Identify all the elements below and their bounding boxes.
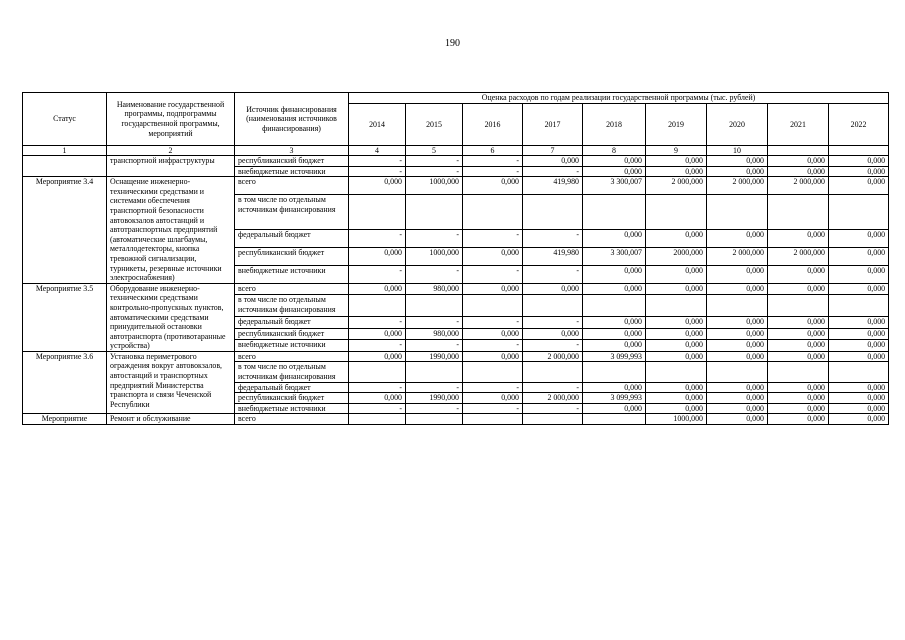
amount-cell: 0,000: [829, 317, 889, 329]
amount-cell: 0,000: [768, 393, 829, 404]
amount-cell: 0,000: [768, 382, 829, 393]
column-index: 2: [107, 146, 235, 156]
amount-cell: -: [463, 382, 523, 393]
amount-cell: -: [406, 166, 463, 177]
table-row: [23, 414, 889, 425]
amount-cell: [463, 414, 523, 425]
funding-source-cell: федеральный бюджет: [235, 382, 349, 393]
budget-table: [22, 92, 889, 425]
amount-cell: 0,000: [707, 393, 768, 404]
header-year: 2022: [829, 104, 889, 146]
amount-cell: [523, 295, 583, 317]
amount-cell: -: [463, 265, 523, 283]
amount-cell: -: [406, 382, 463, 393]
amount-cell: 0,000: [829, 247, 889, 265]
table-row: [23, 177, 889, 195]
amount-cell: 0,000: [349, 247, 406, 265]
amount-cell: 0,000: [829, 229, 889, 247]
amount-cell: [523, 195, 583, 229]
amount-cell: [768, 362, 829, 382]
amount-cell: -: [463, 340, 523, 352]
amount-cell: 1000,000: [406, 247, 463, 265]
amount-cell: [707, 295, 768, 317]
amount-cell: [523, 414, 583, 425]
amount-cell: -: [406, 340, 463, 352]
amount-cell: 1990,000: [406, 351, 463, 362]
amount-cell: [583, 414, 646, 425]
funding-source-cell: всего: [235, 283, 349, 295]
amount-cell: [349, 295, 406, 317]
amount-cell: 980,000: [406, 283, 463, 295]
amount-cell: [406, 362, 463, 382]
amount-cell: -: [349, 265, 406, 283]
amount-cell: 0,000: [349, 393, 406, 404]
amount-cell: -: [349, 403, 406, 414]
header-row: [23, 93, 889, 104]
amount-cell: 419,980: [523, 247, 583, 265]
amount-cell: 980,000: [406, 328, 463, 340]
amount-cell: [523, 362, 583, 382]
header-source: Источник финансирования (наименования источников финансирования): [235, 93, 349, 146]
header-year: 2021: [768, 104, 829, 146]
amount-cell: 0,000: [583, 317, 646, 329]
amount-cell: 0,000: [768, 403, 829, 414]
amount-cell: 0,000: [646, 229, 707, 247]
funding-source-cell: всего: [235, 414, 349, 425]
amount-cell: 3 099,993: [583, 393, 646, 404]
column-index-row: [23, 146, 889, 156]
amount-cell: 0,000: [829, 403, 889, 414]
funding-source-cell: всего: [235, 351, 349, 362]
amount-cell: 0,000: [768, 414, 829, 425]
amount-cell: 0,000: [523, 328, 583, 340]
amount-cell: 2 000,000: [707, 247, 768, 265]
funding-source-cell: республиканский бюджет: [235, 156, 349, 167]
amount-cell: [463, 362, 523, 382]
amount-cell: 0,000: [768, 265, 829, 283]
amount-cell: 2 000,000: [523, 351, 583, 362]
amount-cell: -: [523, 317, 583, 329]
column-index: 8: [583, 146, 646, 156]
funding-source-cell: внебюджетные источники: [235, 403, 349, 414]
amount-cell: 0,000: [583, 283, 646, 295]
amount-cell: 3 300,007: [583, 247, 646, 265]
amount-cell: 0,000: [463, 283, 523, 295]
funding-source-cell: всего: [235, 177, 349, 195]
amount-cell: [646, 195, 707, 229]
amount-cell: [707, 362, 768, 382]
amount-cell: -: [349, 317, 406, 329]
funding-source-cell: внебюджетные источники: [235, 340, 349, 352]
funding-source-cell: республиканский бюджет: [235, 247, 349, 265]
amount-cell: 0,000: [646, 393, 707, 404]
table-row: [23, 156, 889, 167]
amount-cell: -: [406, 229, 463, 247]
amount-cell: 0,000: [583, 229, 646, 247]
amount-cell: 0,000: [523, 283, 583, 295]
amount-cell: 0,000: [829, 382, 889, 393]
amount-cell: -: [523, 265, 583, 283]
header-year: 2020: [707, 104, 768, 146]
amount-cell: -: [349, 382, 406, 393]
column-index: 10: [707, 146, 768, 156]
column-index: 5: [406, 146, 463, 156]
amount-cell: 0,000: [646, 166, 707, 177]
amount-cell: 0,000: [829, 351, 889, 362]
amount-cell: 0,000: [829, 340, 889, 352]
column-index: 4: [349, 146, 406, 156]
header-estimate: Оценка расходов по годам реализации государственной программы (тыс. рублей): [349, 93, 889, 104]
header-year: 2016: [463, 104, 523, 146]
amount-cell: 0,000: [707, 403, 768, 414]
amount-cell: 0,000: [583, 156, 646, 167]
amount-cell: [583, 295, 646, 317]
amount-cell: 0,000: [463, 393, 523, 404]
amount-cell: 0,000: [707, 340, 768, 352]
column-index: [829, 146, 889, 156]
amount-cell: 2 000,000: [646, 177, 707, 195]
amount-cell: 0,000: [768, 328, 829, 340]
amount-cell: -: [523, 340, 583, 352]
amount-cell: [829, 295, 889, 317]
amount-cell: [707, 195, 768, 229]
amount-cell: [646, 362, 707, 382]
amount-cell: 0,000: [646, 265, 707, 283]
measure-name-cell: Оборудование инженерно-техническими средствами контрольно-пропускных пунктов, автоматическими средствами принудительной остановки автотранспорта (противотаранные устройства): [107, 283, 235, 351]
amount-cell: -: [463, 403, 523, 414]
amount-cell: -: [406, 317, 463, 329]
amount-cell: 0,000: [707, 328, 768, 340]
table-row: [23, 351, 889, 362]
amount-cell: 3 099,993: [583, 351, 646, 362]
amount-cell: [349, 195, 406, 229]
amount-cell: 1000,000: [646, 414, 707, 425]
amount-cell: [768, 295, 829, 317]
header-year: 2015: [406, 104, 463, 146]
amount-cell: [768, 195, 829, 229]
amount-cell: 2000,000: [646, 247, 707, 265]
amount-cell: -: [523, 403, 583, 414]
amount-cell: 0,000: [646, 351, 707, 362]
amount-cell: 2 000,000: [768, 177, 829, 195]
amount-cell: -: [523, 229, 583, 247]
status-cell: [23, 156, 107, 177]
amount-cell: 0,000: [768, 229, 829, 247]
amount-cell: [583, 195, 646, 229]
amount-cell: -: [463, 229, 523, 247]
amount-cell: 0,000: [646, 283, 707, 295]
amount-cell: 0,000: [707, 317, 768, 329]
page-number: 190: [445, 38, 460, 49]
amount-cell: 0,000: [583, 403, 646, 414]
funding-source-cell: в том числе по отдельным источникам финансирования: [235, 362, 349, 382]
amount-cell: 0,000: [829, 328, 889, 340]
funding-source-cell: внебюджетные источники: [235, 265, 349, 283]
amount-cell: 0,000: [768, 351, 829, 362]
table-row: [23, 283, 889, 295]
funding-source-cell: республиканский бюджет: [235, 393, 349, 404]
amount-cell: 0,000: [829, 393, 889, 404]
amount-cell: [583, 362, 646, 382]
column-index: 9: [646, 146, 707, 156]
amount-cell: 0,000: [349, 351, 406, 362]
amount-cell: 0,000: [768, 317, 829, 329]
status-cell: Мероприятие 3.5: [23, 283, 107, 351]
funding-source-cell: внебюджетные источники: [235, 166, 349, 177]
amount-cell: -: [523, 382, 583, 393]
column-index: [768, 146, 829, 156]
amount-cell: -: [523, 166, 583, 177]
status-cell: Мероприятие 3.6: [23, 351, 107, 414]
amount-cell: 0,000: [707, 166, 768, 177]
amount-cell: 0,000: [583, 340, 646, 352]
amount-cell: 0,000: [463, 328, 523, 340]
amount-cell: 1000,000: [406, 177, 463, 195]
amount-cell: 0,000: [829, 156, 889, 167]
amount-cell: 0,000: [707, 229, 768, 247]
funding-source-cell: федеральный бюджет: [235, 229, 349, 247]
amount-cell: [829, 195, 889, 229]
amount-cell: -: [349, 166, 406, 177]
amount-cell: [646, 295, 707, 317]
amount-cell: 0,000: [349, 177, 406, 195]
amount-cell: [406, 295, 463, 317]
measure-name-cell: Оснащение инженерно-техническими средствами и системами обеспечения транспортной безопасности автовокзалов автостанций и автотранспортных предприятий (автоматические шлагбаумы, металлодетекторы, кнопка тревожной сигнализации, турникеты, резервные источники электроснабжения): [107, 177, 235, 284]
amount-cell: 0,000: [646, 156, 707, 167]
amount-cell: 0,000: [707, 351, 768, 362]
amount-cell: 2 000,000: [768, 247, 829, 265]
amount-cell: 0,000: [768, 166, 829, 177]
amount-cell: 0,000: [463, 177, 523, 195]
column-index: 6: [463, 146, 523, 156]
header-name: Наименование государственной программы, подпрограммы государственной программы, мероприятий: [107, 93, 235, 146]
header-status: Статус: [23, 93, 107, 146]
amount-cell: [349, 362, 406, 382]
amount-cell: [406, 195, 463, 229]
amount-cell: -: [349, 229, 406, 247]
amount-cell: 0,000: [583, 265, 646, 283]
amount-cell: 1990,000: [406, 393, 463, 404]
amount-cell: -: [349, 156, 406, 167]
amount-cell: 0,000: [646, 328, 707, 340]
amount-cell: 0,000: [707, 265, 768, 283]
header-year: 2014: [349, 104, 406, 146]
amount-cell: [406, 414, 463, 425]
amount-cell: 0,000: [829, 283, 889, 295]
header-year: 2019: [646, 104, 707, 146]
amount-cell: 0,000: [583, 382, 646, 393]
status-cell: Мероприятие: [23, 414, 107, 425]
amount-cell: 0,000: [768, 156, 829, 167]
amount-cell: 419,980: [523, 177, 583, 195]
amount-cell: -: [406, 403, 463, 414]
amount-cell: 0,000: [349, 328, 406, 340]
funding-source-cell: в том числе по отдельным источникам финансирования: [235, 195, 349, 229]
amount-cell: 0,000: [646, 382, 707, 393]
column-index: 7: [523, 146, 583, 156]
amount-cell: -: [463, 166, 523, 177]
amount-cell: 0,000: [523, 156, 583, 167]
amount-cell: 2 000,000: [707, 177, 768, 195]
amount-cell: 2 000,000: [523, 393, 583, 404]
amount-cell: 0,000: [829, 414, 889, 425]
measure-name-cell: Установка периметрового ограждения вокруг автовокзалов, автостанций и транспортных предприятий Министерства транспорта и связи Чеченской Республики: [107, 351, 235, 414]
header-year: 2018: [583, 104, 646, 146]
amount-cell: 0,000: [707, 283, 768, 295]
amount-cell: 0,000: [463, 351, 523, 362]
amount-cell: 0,000: [829, 265, 889, 283]
amount-cell: [463, 295, 523, 317]
amount-cell: -: [463, 156, 523, 167]
amount-cell: 0,000: [646, 317, 707, 329]
amount-cell: [463, 195, 523, 229]
amount-cell: 0,000: [463, 247, 523, 265]
amount-cell: 0,000: [768, 340, 829, 352]
amount-cell: 0,000: [583, 166, 646, 177]
column-index: 1: [23, 146, 107, 156]
amount-cell: 0,000: [829, 166, 889, 177]
amount-cell: 0,000: [707, 156, 768, 167]
funding-source-cell: федеральный бюджет: [235, 317, 349, 329]
funding-source-cell: республиканский бюджет: [235, 328, 349, 340]
amount-cell: 3 300,007: [583, 177, 646, 195]
amount-cell: 0,000: [349, 283, 406, 295]
amount-cell: 0,000: [583, 328, 646, 340]
amount-cell: 0,000: [768, 283, 829, 295]
amount-cell: -: [349, 340, 406, 352]
funding-source-cell: в том числе по отдельным источникам финансирования: [235, 295, 349, 317]
amount-cell: 0,000: [646, 340, 707, 352]
column-index: 3: [235, 146, 349, 156]
amount-cell: 0,000: [646, 403, 707, 414]
amount-cell: [349, 414, 406, 425]
amount-cell: -: [406, 156, 463, 167]
amount-cell: 0,000: [829, 177, 889, 195]
status-cell: Мероприятие 3.4: [23, 177, 107, 284]
amount-cell: [829, 362, 889, 382]
header-year: 2017: [523, 104, 583, 146]
measure-name-cell: Ремонт и обслуживание: [107, 414, 235, 425]
measure-name-cell: транспортной инфраструктуры: [107, 156, 235, 177]
amount-cell: 0,000: [707, 414, 768, 425]
amount-cell: -: [463, 317, 523, 329]
amount-cell: 0,000: [707, 382, 768, 393]
amount-cell: -: [406, 265, 463, 283]
